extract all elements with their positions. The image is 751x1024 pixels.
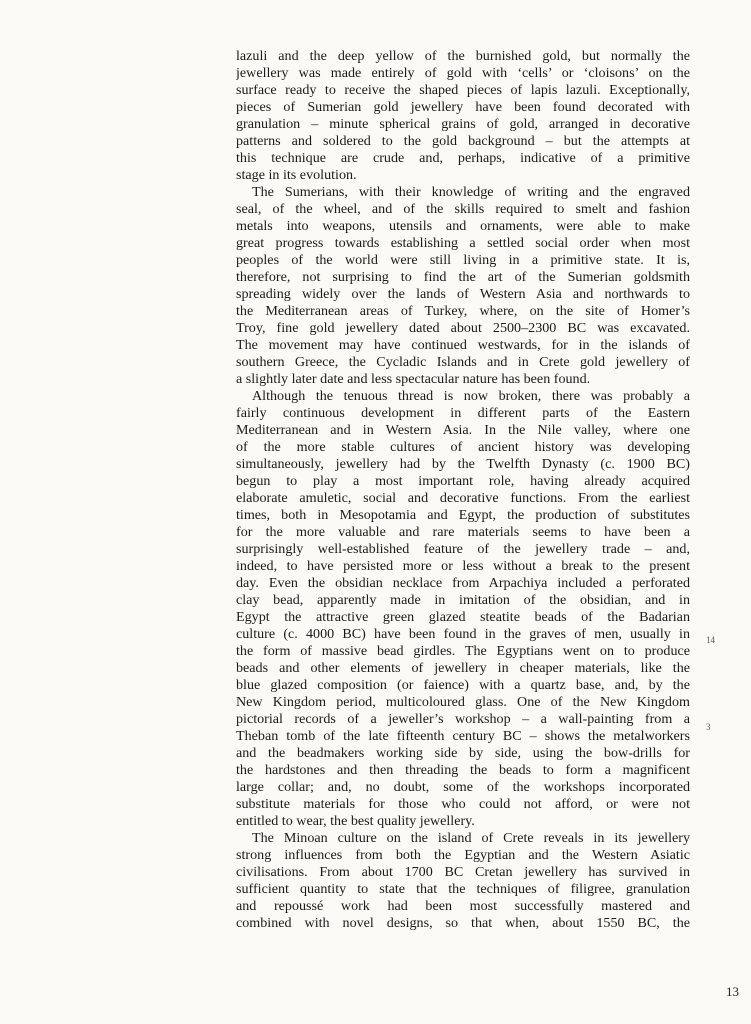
text-line: pieces of Sumerian gold jewellery have been found decorated with [236,99,690,115]
text-line: times, both in Mesopotamia and Egypt, the production of substitutes [236,507,690,523]
body-text-column [236,48,690,932]
text-line: the Mediterranean areas of Turkey, where, on the site of Homer’s [236,303,690,319]
text-line: Theban tomb of the late fifteenth century BC – shows the metalworkers [236,728,690,744]
text-line: great progress towards establishing a settled social order when most [236,235,690,251]
text-line: substitute materials for those who could not afford, or were not [236,796,690,812]
text-line: civilisations. From about 1700 BC Cretan jewellery has survived in [236,864,690,880]
text-line: lazuli and the deep yellow of the burnished gold, but normally the [236,48,690,64]
margin-reference: 14 [706,635,715,645]
text-line: indeed, to have persisted more or less without a break to the present [236,558,690,574]
text-line: Egypt the attractive green glazed steatite beads of the Badarian [236,609,690,625]
text-line: and the beadmakers working side by side, using the bow-drills for [236,745,690,761]
text-line: of the more stable cultures of ancient history was developing [236,439,690,455]
text-line: fairly continuous development in different parts of the Eastern [236,405,690,421]
text-line: the form of massive bead girdles. The Egyptians went on to produce [236,643,690,659]
text-line: The movement may have continued westwards, for in the islands of [236,337,690,353]
text-line: simultaneously, jewellery had by the Twelfth Dynasty (c. 1900 BC) [236,456,690,472]
text-line: and repoussé work had been most successfully mastered and [236,898,690,914]
text-line: Mediterranean and in Western Asia. In the Nile valley, where one [236,422,690,438]
text-line: surface ready to receive the shaped pieces of lapis lazuli. Exceptionally, [236,82,690,98]
text-line: therefore, not surprising to find the art of the Sumerian goldsmith [236,269,690,285]
text-line: entitled to wear, the best quality jewellery. [236,813,475,829]
text-line: Although the tenuous thread is now broken, there was probably a [252,388,690,404]
page-number: 13 [726,984,739,999]
text-line: for the more valuable and rare materials seems to have been a [236,524,690,540]
text-line: this technique are crude and, perhaps, indicative of a primitive [236,150,690,166]
text-line: blue glazed composition (or faience) with a quartz base, and, by the [236,677,690,693]
text-line: The Sumerians, with their knowledge of writing and the engraved [252,184,690,200]
text-line: day. Even the obsidian necklace from Arpachiya included a perforated [236,575,690,591]
text-line: jewellery was made entirely of gold with ‘cells’ or ‘cloisons’ on the [236,65,690,81]
text-line: New Kingdom period, multicoloured glass. One of the New Kingdom [236,694,690,710]
margin-reference: 3 [706,722,711,732]
text-line: the hardstones and then threading the beads to form a magnificent [236,762,690,778]
text-line: begun to play a most important role, having already acquired [236,473,690,489]
text-line: strong influences from both the Egyptian and the Western Asiatic [236,847,690,863]
text-line: a slightly later date and less spectacular nature has been found. [236,371,591,387]
text-line: clay bead, apparently made in imitation of the obsidian, and in [236,592,690,608]
text-line: southern Greece, the Cycladic Islands and in Crete gold jewellery of [236,354,690,370]
text-line: beads and other elements of jewellery in cheaper materials, like the [236,660,690,676]
text-line: peoples of the world were still living in a primitive state. It is, [236,252,690,268]
text-line: pictorial records of a jeweller’s workshop – a wall-painting from a [236,711,690,727]
text-line: stage in its evolution. [236,167,357,183]
text-line: culture (c. 4000 BC) have been found in the graves of men, usually in [236,626,690,642]
text-line: large collar; and, no doubt, some of the workshops incorporated [236,779,690,795]
text-line: sufficient quantity to state that the techniques of filigree, granulation [236,881,690,897]
text-line: The Minoan culture on the island of Crete reveals in its jewellery [252,830,690,846]
text-line: granulation – minute spherical grains of gold, arranged in decorative [236,116,690,132]
text-line: patterns and soldered to the gold background – but the attempts at [236,133,690,149]
text-line: seal, of the wheel, and of the skills required to smelt and fashion [236,201,690,217]
text-line: surprisingly well-established feature of the jewellery trade – and, [236,541,690,557]
text-line: combined with novel designs, so that when, about 1550 BC, the [236,915,690,931]
text-line: metals into weapons, utensils and ornaments, were able to make [236,218,690,234]
text-line: Troy, fine gold jewellery dated about 2500–2300 BC was excavated. [236,320,690,336]
text-line: spreading widely over the lands of Western Asia and northwards to [236,286,690,302]
text-line: elaborate amuletic, social and decorative functions. From the earliest [236,490,690,506]
